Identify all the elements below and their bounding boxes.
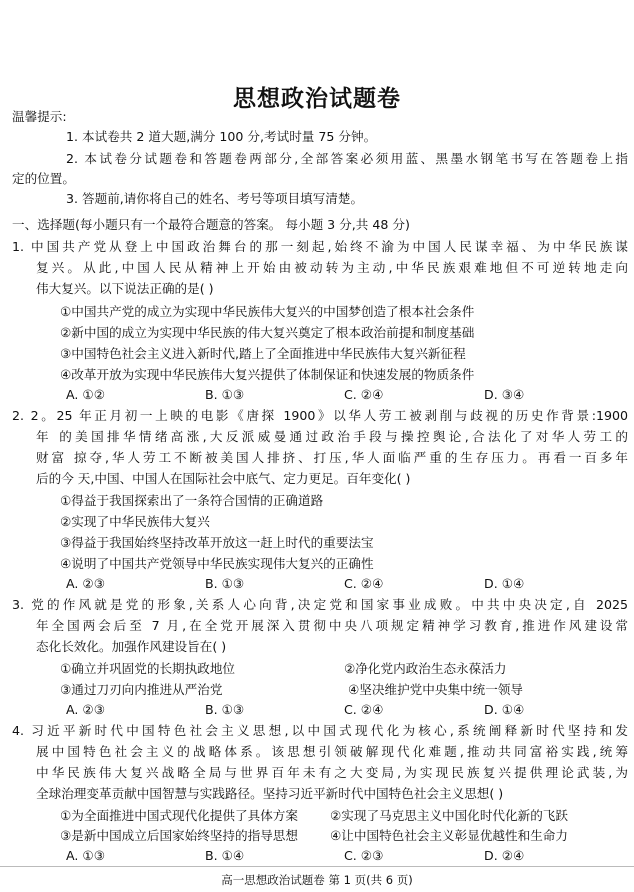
question-4-statement: ③是新中国成立后国家始终坚持的指导思想 — [60, 828, 298, 843]
question-3-stem: 态化长效化。加强作风建设旨在( ) — [36, 639, 227, 654]
question-1-stem: 1. 中国共产党从登上中国政治舞台的那一刻起,始终不渝为中国人民谋幸福、为中华民族谋 — [12, 239, 628, 254]
notice-item: 3. 答题前,请你将自己的姓名、考号等项目填写清楚。 — [66, 191, 364, 206]
option-c[interactable]: C. ②④ — [344, 702, 384, 717]
option-d[interactable]: D. ①④ — [484, 702, 525, 717]
question-3-statement: ③通过刀刃向内推进从严治党 — [60, 682, 223, 697]
question-2-stem: 后的今 天,中国、中国人在国际社会中底气、定力更足。百年变化( ) — [36, 471, 411, 486]
question-3-stem: 年全国两会后至 7 月,在全党开展深入贯彻中央八项规定精神学习教育,推进作风建设常 — [36, 618, 628, 633]
option-d[interactable]: D. ②④ — [484, 848, 525, 863]
option-b[interactable]: B. ①③ — [205, 702, 245, 717]
option-c[interactable]: C. ②④ — [344, 576, 384, 591]
option-b[interactable]: B. ①③ — [205, 387, 245, 402]
question-2-stem: 财富 掠夺,华人劳工不断被美国人排挤、打压,华人面临严重的生存压力。再看一百多年 — [36, 450, 628, 465]
option-c[interactable]: C. ②③ — [344, 848, 384, 863]
question-3-statement: ①确立并巩固党的长期执政地位 — [60, 661, 236, 676]
notice-item: 1. 本试卷共 2 道大题,满分 100 分,考试时量 75 分钟。 — [66, 129, 377, 144]
option-b[interactable]: B. ①③ — [205, 576, 245, 591]
question-4-stem: 展中国特色社会主义的战略体系。该思想引领破解现代化难题,推动共同富裕实践,统筹 — [36, 744, 628, 759]
option-c[interactable]: C. ②④ — [344, 387, 384, 402]
section-heading: 一、选择题(每小题只有一个最符合题意的答案。 每小题 3 分,共 48 分) — [12, 217, 410, 232]
question-2-statement: ①得益于我国探索出了一条符合国情的正确道路 — [60, 493, 324, 508]
question-3-statement: ④坚决维护党中央集中统一领导 — [348, 682, 524, 697]
question-4-statement: ①为全面推进中国式现代化提供了具体方案 — [60, 808, 298, 823]
footer-divider — [0, 866, 634, 867]
page-footer: 高一思想政治试题卷 第 1 页(共 6 页) — [221, 873, 413, 887]
question-4-stem: 全球治理变革贡献中国智慧与实践路径。坚持习近平新时代中国特色社会主义思想( ) — [36, 786, 504, 801]
notice-item: 2. 本试卷分试题卷和答题卷两部分,全部答案必须用蓝、黑墨水钢笔书写在答题卷上指 — [66, 151, 628, 166]
page-title: 思想政治试题卷 — [233, 86, 401, 112]
question-4-stem: 中华民族伟大复兴战略全局与世界百年未有之大变局,为实现民族复兴提供理论武装,为 — [36, 765, 628, 780]
question-2-statement: ②实现了中华民族伟大复兴 — [60, 514, 210, 529]
option-d[interactable]: D. ③④ — [484, 387, 525, 402]
question-4-statement: ②实现了马克思主义中国化时代化新的飞跃 — [330, 808, 568, 823]
option-a[interactable]: A. ②③ — [66, 576, 105, 591]
option-a[interactable]: A. ①③ — [66, 848, 105, 863]
question-3-statement: ②净化党内政治生态永葆活力 — [344, 661, 507, 676]
notice-heading: 温馨提示: — [12, 109, 67, 124]
question-1-statement: ④改革开放为实现中华民族伟大复兴提供了体制保证和快速发展的物质条件 — [60, 367, 475, 382]
question-1-stem: 复兴。从此,中国人民从精神上开始由被动转为主动,中华民族艰难地但不可逆转地走向 — [36, 260, 628, 275]
question-1-statement: ②新中国的成立为实现中华民族的伟大复兴奠定了根本政治前提和制度基础 — [60, 325, 475, 340]
question-4-stem: 4. 习近平新时代中国特色社会主义思想,以中国式现代化为核心,系统阐释新时代坚持和发 — [12, 723, 628, 738]
question-2-stem: 2. 2。25 年正月初一上映的电影《唐探 1900》以华人劳工被剥削与歧视的历史作背景:1900 — [12, 408, 628, 423]
question-2-statement: ④说明了中国共产党领导中华民族实现伟大复兴的正确性 — [60, 556, 374, 571]
question-2-statement: ③得益于我国始终坚持改革开放这一赶上时代的重要法宝 — [60, 535, 374, 550]
question-2-stem: 年 的美国排华情绪高涨,大反派威曼通过政治手段与操控舆论,合法化了对华人劳工的 — [36, 429, 628, 444]
option-b[interactable]: B. ①④ — [205, 848, 245, 863]
question-1-statement: ③中国特色社会主义进入新时代,踏上了全面推进中华民族伟大复兴新征程 — [60, 346, 466, 361]
question-3-stem: 3. 党的作风就是党的形象,关系人心向背,决定党和国家事业成败。中共中央决定,自 2025 — [12, 597, 628, 612]
question-1-stem: 伟大复兴。以下说法正确的是( ) — [36, 281, 214, 296]
question-1-statement: ①中国共产党的成立为实现中华民族伟大复兴的中国梦创造了根本社会条件 — [60, 304, 475, 319]
option-d[interactable]: D. ①④ — [484, 576, 525, 591]
notice-item: 定的位置。 — [12, 171, 75, 186]
question-4-statement: ④让中国特色社会主义彰显优越性和生命力 — [330, 828, 568, 843]
option-a[interactable]: A. ②③ — [66, 702, 105, 717]
option-a[interactable]: A. ①② — [66, 387, 105, 402]
